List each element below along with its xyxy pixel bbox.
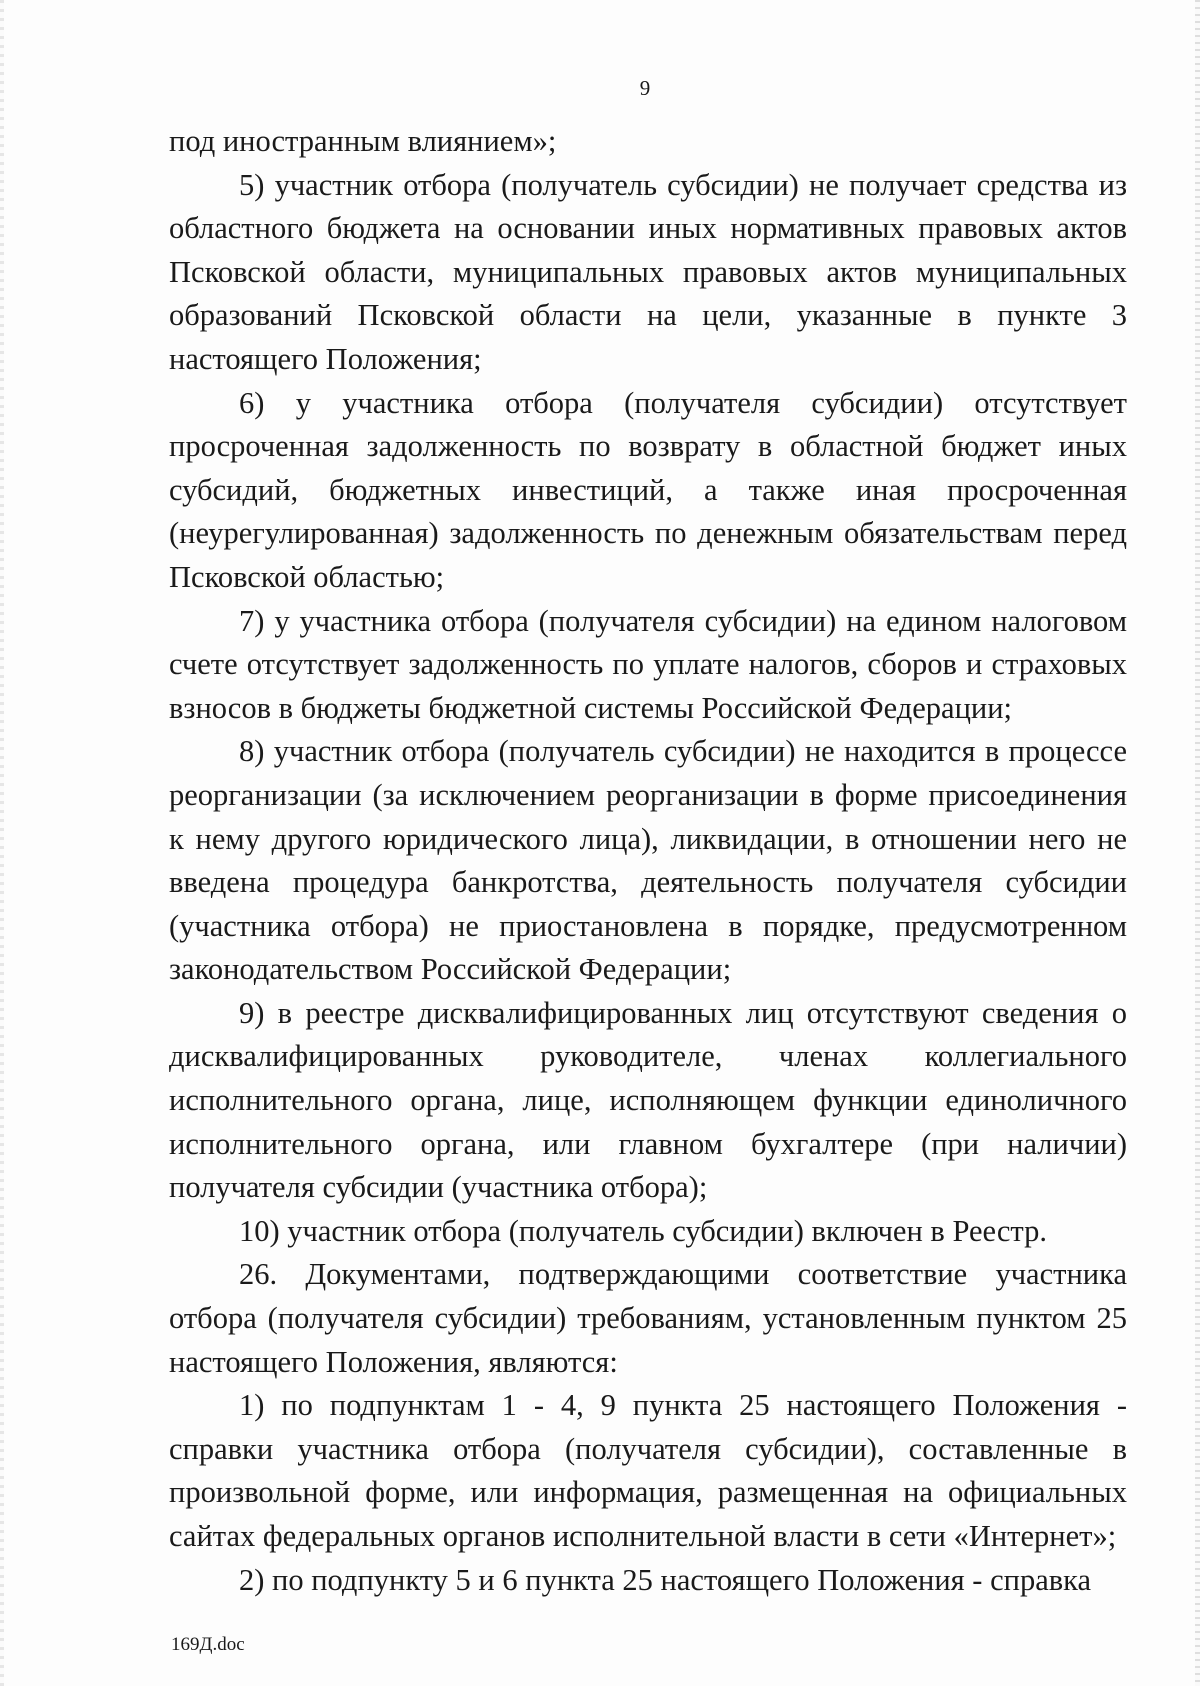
footer-filename: 169Д.doc	[171, 1634, 245, 1655]
document-body	[169, 120, 1127, 1602]
scan-edge-left	[0, 0, 4, 1686]
paragraph-subitem-2: 2) по подпункту 5 и 6 пункта 25 настоящего Положения - справка	[239, 1562, 1092, 1597]
page-number: 9	[639, 76, 651, 100]
paragraph-item-10: 10) участник отбора (получатель субсидии) включен в Реестр.	[239, 1213, 1047, 1248]
paragraph-section-26: 26. Документами, подтверждающими соответствие участника отбора (получателя субсидии) требованиям, установленным пунктом 25 настоящего Положения, являются:	[169, 1257, 1127, 1379]
paragraph-item-9: 9) в реестре дисквалифицированных лиц отсутствуют сведения о дисквалифицированных руководителе, членах коллегиального исполнительного органа, лице, исполняющем функции единоличного исполнительного органа, или главном бухгалтере (при наличии) получателя субсидии (участника отбора);	[169, 995, 1127, 1205]
paragraph-item-7: 7) у участника отбора (получателя субсидии) на едином налоговом счете отсутствует задолженность по уплате налогов, сборов и страховых взносов в бюджеты бюджетной системы Российской Федерации;	[169, 603, 1127, 725]
paragraph-continuation: под иностранным влиянием»;	[169, 124, 557, 158]
paragraph-subitem-1: 1) по подпунктам 1 - 4, 9 пункта 25 настоящего Положения - справки участника отбора (получателя субсидии), составленные в произвольной форме, или информация, размещенная на официальных сайтах федеральных органов исполнительной власти в сети «Интернет»;	[169, 1388, 1127, 1553]
paragraph-item-5: 5) участник отбора (получатель субсидии) не получает средства из областного бюджета на основании иных нормативных правовых актов Псковской области, муниципальных правовых актов муниципальных образований Псковской области на цели, указанные в пункте 3 настоящего Положения;	[169, 167, 1127, 376]
scan-edge-right	[1195, 0, 1200, 1686]
paragraph-item-6: 6) у участника отбора (получателя субсидии) отсутствует просроченная задолженность по возврату в областной бюджет иных субсидий, бюджетных инвестиций, а также иная просроченная (неурегулированная) задолженность по денежным обязательствам перед Псковской областью;	[169, 385, 1127, 594]
paragraph-item-8: 8) участник отбора (получатель субсидии) не находится в процессе реорганизации (за исключением реорганизации в форме присоединения к нему другого юридического лица), ликвидации, в отношении него не введена процедура банкротства, деятельность получателя субсидии (участника отбора) не приостановлена в порядке, предусмотренном законодательством Российской Федерации;	[169, 734, 1127, 987]
